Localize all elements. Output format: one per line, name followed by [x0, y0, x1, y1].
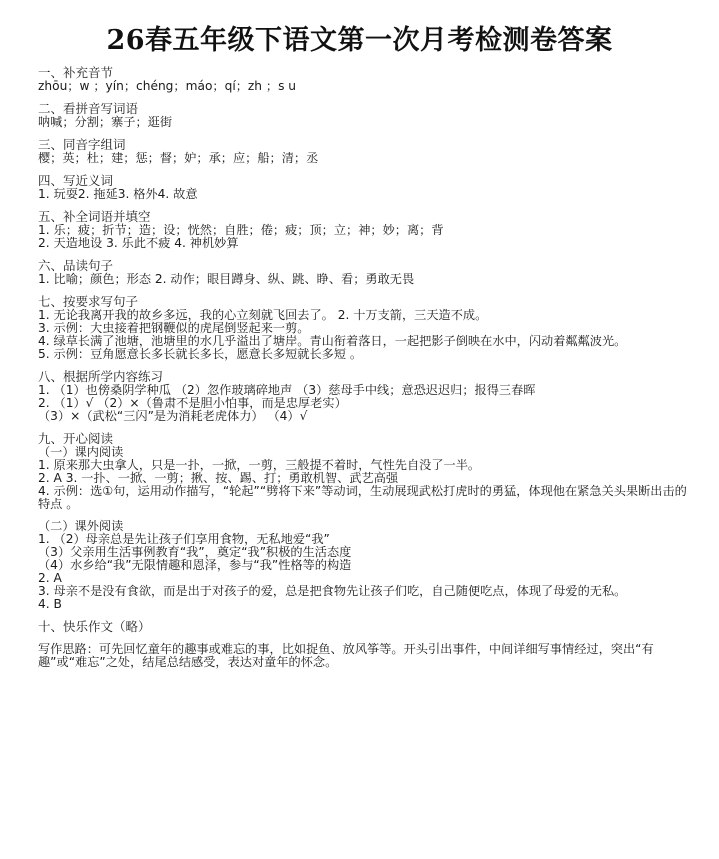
- section-sentence-writing: [38, 295, 698, 361]
- section-phonetics: [38, 66, 698, 93]
- section-heading: 九、开心阅读: [38, 431, 114, 446]
- section-sentence-reading: [38, 259, 698, 286]
- answer-line: 5. 示例：豆角愿意长多长就长多长，愿意长多短就长多短 。: [38, 347, 363, 361]
- answer-line: 1. （1）也傍桑阴学种瓜 （2）忽作玻璃碎地声 （3）慈母手中线；意恐迟迟归；报得三春晖: [38, 383, 536, 397]
- answer-line: 2. A: [38, 571, 62, 585]
- section-heading: 二、看拼音写词语: [38, 101, 139, 116]
- section-heading: 五、补全词语并填空: [38, 209, 151, 224]
- answer-line: 3. 示例：大虫接着把钢鞭似的虎尾倒竖起来一剪。: [38, 321, 310, 335]
- answer-line: 樱；英；杜；建；惩；督；妒；承；应；船；清；丞: [38, 151, 319, 165]
- answer-line: 2. A 3. 一扑、一掀、一剪；揪、按、踢、打；勇敢机智、武艺高强: [38, 471, 399, 485]
- section-heading: 四、写近义词: [38, 173, 114, 188]
- section-writing-idea: [38, 643, 698, 669]
- section-heading: 六、品读句子: [38, 258, 114, 273]
- section-synonyms: [38, 174, 698, 201]
- section-heading: 七、按要求写句子: [38, 294, 139, 309]
- answer-line: 1. 原来那大虫拿人，只是一扑，一掀，一剪，三般提不着时，气性先自没了一半。: [38, 458, 481, 472]
- answer-line: 1. 比喻；颜色；形态 2. 动作；眼目蹲身、纵、跳、睁、看；勇敢无畏: [38, 272, 415, 286]
- section-pinyin-words: [38, 102, 698, 129]
- answer-line: （3）父亲用生活事例教育“我”，奠定“我”积极的生活态度: [38, 545, 352, 559]
- section-composition: [38, 620, 698, 634]
- answer-line: 呐喊；分割；寨子；逛街: [38, 115, 173, 129]
- answer-line: 3. 母亲不是没有食欲，而是出于对孩子的爱，总是把食物先让孩子们吃，自己随便吃点，体现了母爱的无私。: [38, 584, 627, 598]
- answer-line: （3）×（武松“三闪”是为消耗老虎体力） （4）√: [38, 409, 308, 423]
- answer-line: 1. 无论我离开我的故乡多远，我的心立刻就飞回去了。 2. 十万支箭，三天造不成。: [38, 308, 488, 322]
- subsection-heading: （一）课内阅读: [38, 445, 124, 459]
- section-heading: 十、快乐作文（略）: [38, 619, 151, 634]
- section-extracurricular-reading: [38, 520, 698, 611]
- answer-line: （4）水乡给“我”无限情趣和恩泽，参与“我”性格等的构造: [38, 558, 352, 572]
- answer-line: 4. B: [38, 597, 62, 611]
- section-homophones: [38, 138, 698, 165]
- section-happy-reading: [38, 432, 698, 511]
- section-heading: 一、补充音节: [38, 65, 114, 80]
- answer-line: 2. （1）√ （2）×（鲁肃不是胆小怕事，而是忠厚老实）: [38, 396, 347, 410]
- answer-line: 1. 玩耍2. 拖延3. 格外4. 故意: [38, 187, 198, 201]
- section-heading: 三、同音字组词: [38, 137, 126, 152]
- section-complete-idioms: [38, 210, 698, 250]
- answer-line: 2. 天造地设 3. 乐此不疲 4. 神机妙算: [38, 236, 239, 250]
- answer-line: zhōu；w ；yín；chéng；máo；qí；zh ；s u: [38, 79, 297, 93]
- page-title: 26春五年级下语文第一次月考检测卷答案: [106, 25, 613, 56]
- section-content-practice: [38, 370, 698, 423]
- answer-line: 4. 示例：选①句，运用动作描写，“轮起”“劈将下来”等动词，生动展现武松打虎时的勇猛，体现他在紧急关头果断出击的特点 。: [38, 484, 687, 511]
- answer-content: [38, 66, 698, 678]
- subsection-heading: （二）课外阅读: [38, 519, 124, 533]
- answer-line: 1. （2）母亲总是先让孩子们享用食物，无私地爱“我”: [38, 532, 330, 546]
- answer-line: 4. 绿草长满了池塘，池塘里的水几乎溢出了塘岸。青山衔着落日，一起把影子倒映在水中，闪动着粼粼波光。: [38, 334, 627, 348]
- answer-line: 1. 乐；疲；折节；造；设；恍然；自胜；倦；疲；顶；立；神；妙；离；背: [38, 223, 444, 237]
- answer-line: 写作思路：可先回忆童年的趣事或难忘的事，比如捉鱼、放风筝等。开头引出事件，中间详细写事情经过，突出“有趣”或“难忘”之处，结尾总结感受，表达对童年的怀念。: [38, 642, 654, 669]
- section-heading: 八、根据所学内容练习: [38, 369, 164, 384]
